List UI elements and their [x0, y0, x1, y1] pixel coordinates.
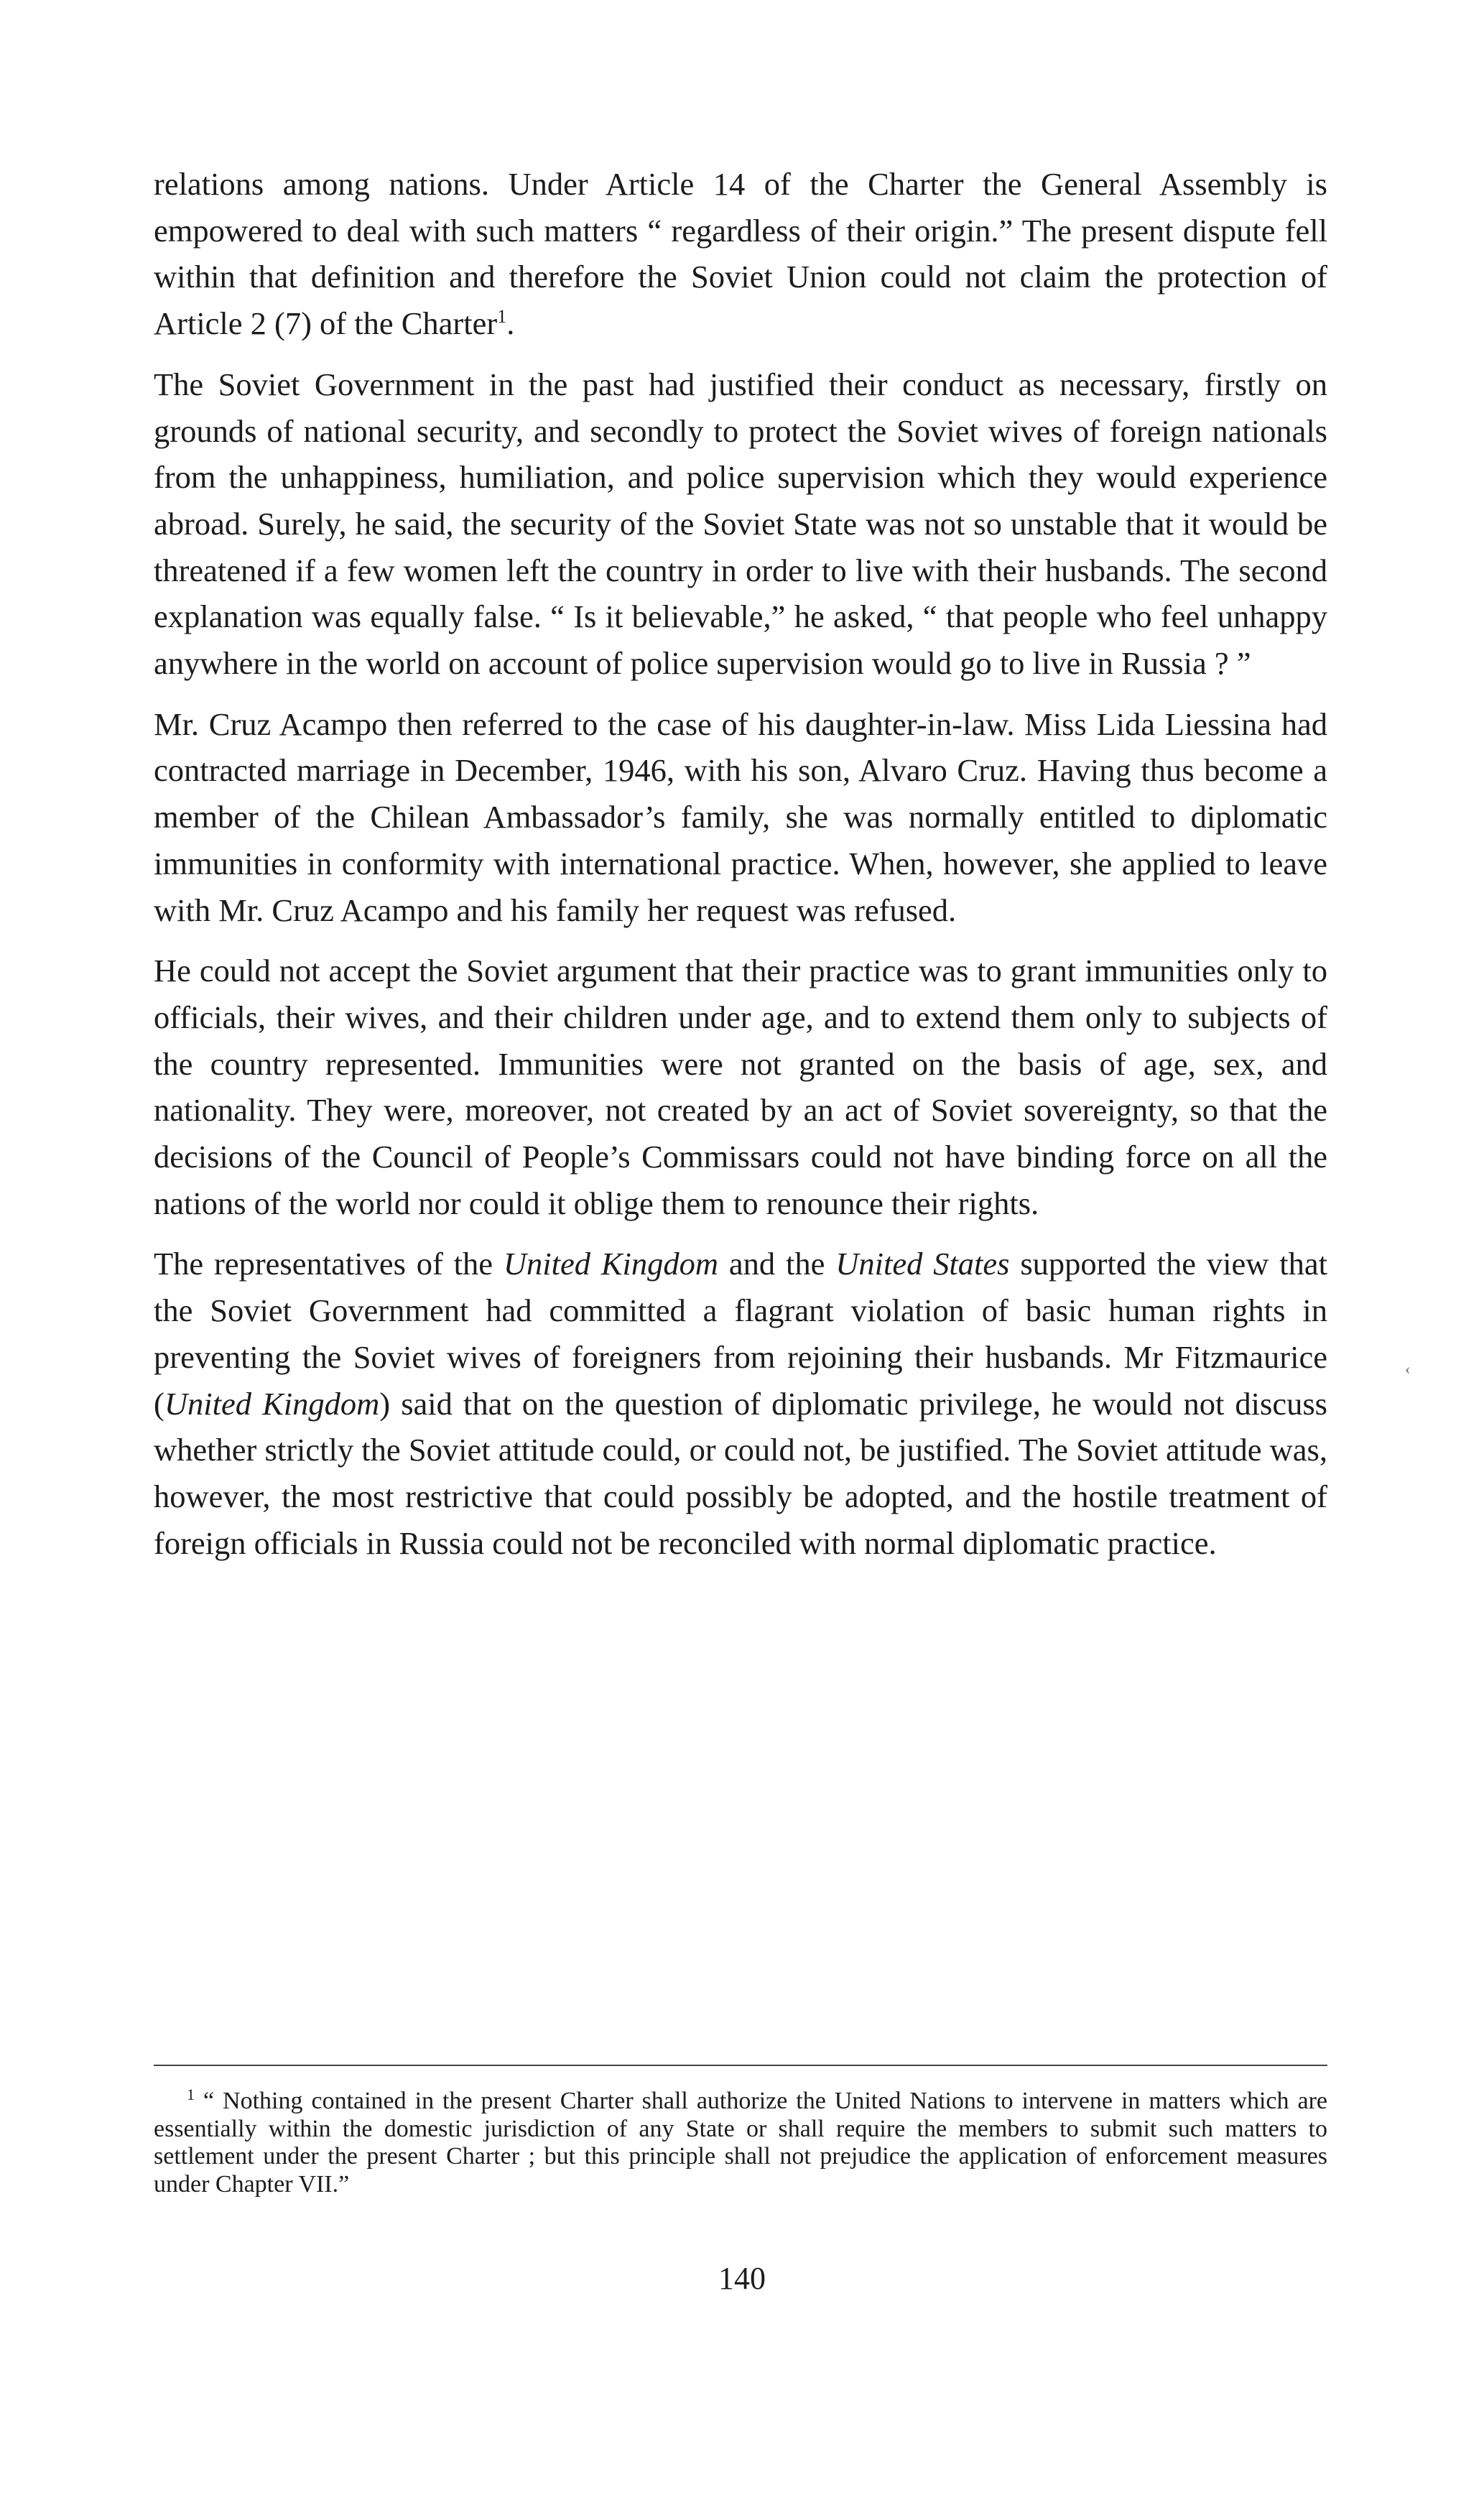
- footnote-divider: [154, 2065, 1327, 2066]
- page-body: [154, 161, 1327, 1580]
- paragraph-5: [154, 1241, 1327, 1566]
- paragraph-2: The Soviet Government in the past had justified their conduct as necessary, firstly on grounds of national security, and secondly to protect the Soviet wives of foreign nationals from the unhappiness, humiliation, and police supervision which they would experience abroad. Surely, he said, the security of the Soviet State was not so unstable that it would be threatened if a few women left the country in order to live with their husbands. The second explanation was equally false. “ Is it believable,” he asked, “ that people who feel unhappy anywhere in the world on account of police supervision would go to live in Russia ? ”: [154, 366, 1327, 682]
- page-number: 140: [718, 2261, 766, 2296]
- paragraph-5-part-4: ) said that on the question of diplomatic privilege, he would not discuss whether strictly the Soviet attitude could, or could not, be justified. The Soviet attitude was, however, the most restrictive that could possibly be adopted, and the hostile treatment of foreign officials in Russia could not be reconciled with normal diplomatic practice.: [154, 1385, 1327, 1561]
- paragraph-1-end: .: [506, 305, 515, 342]
- footnote-reference: 1: [497, 306, 507, 328]
- footnote-text: “ Nothing contained in the present Charter shall authorize the United Nations to intervene in matters which are essentially within the domestic jurisdiction of any State or shall require the members to submit such matters to settlement under the present Charter ; but this principle shall not prejudice the application of enforcement measures under Chapter VII.”: [154, 2088, 1327, 2198]
- paragraph-5-part-2: and the: [718, 1246, 836, 1282]
- footnote-mark: 1: [187, 2085, 195, 2103]
- italic-united-kingdom-2: United Kingdom: [164, 1385, 380, 1422]
- footnote: [154, 2085, 1327, 2198]
- paragraph-5-part-1: The representatives of the: [154, 1246, 504, 1282]
- paragraph-5-part-3: supported the view that the Soviet Government had committed a flagrant violation of basic human rights in preventing the Soviet wives of foreigners from rejoining their husbands. Mr Fitzmaurice (: [154, 1246, 1327, 1422]
- margin-mark: ‹: [1405, 1360, 1411, 1378]
- paragraph-1: [154, 161, 1327, 347]
- paragraph-3: Mr. Cruz Acampo then referred to the case of his daughter-in-law. Miss Lida Liessina had contracted marriage in December, 1946, with his son, Alvaro Cruz. Having thus become a member of the Chilean Ambassador’s family, she was normally entitled to diplomatic immunities in conformity with international practice. When, however, she applied to leave with Mr. Cruz Acampo and his family her request was refused.: [154, 705, 1327, 928]
- italic-united-states: United States: [835, 1246, 1010, 1282]
- paragraph-4: He could not accept the Soviet argument that their practice was to grant immunities only to officials, their wives, and their children under age, and to extend them only to subjects of the country represented. Immunities were not granted on the basis of age, sex, and nationality. They were, moreover, not created by an act of Soviet sovereignty, so that the decisions of the Council of People’s Commissars could not have binding force on all the nations of the world nor could it oblige them to renounce their rights.: [154, 953, 1327, 1221]
- paragraph-1-text: relations among nations. Under Article 14 of the Charter the General Assembly is empowered to deal with such matters “ regardless of their origin.” The present dispute fell within that definition and therefore the Soviet Union could not claim the protection of Article 2 (7) of the Charter: [154, 166, 1327, 342]
- italic-united-kingdom: United Kingdom: [503, 1246, 719, 1282]
